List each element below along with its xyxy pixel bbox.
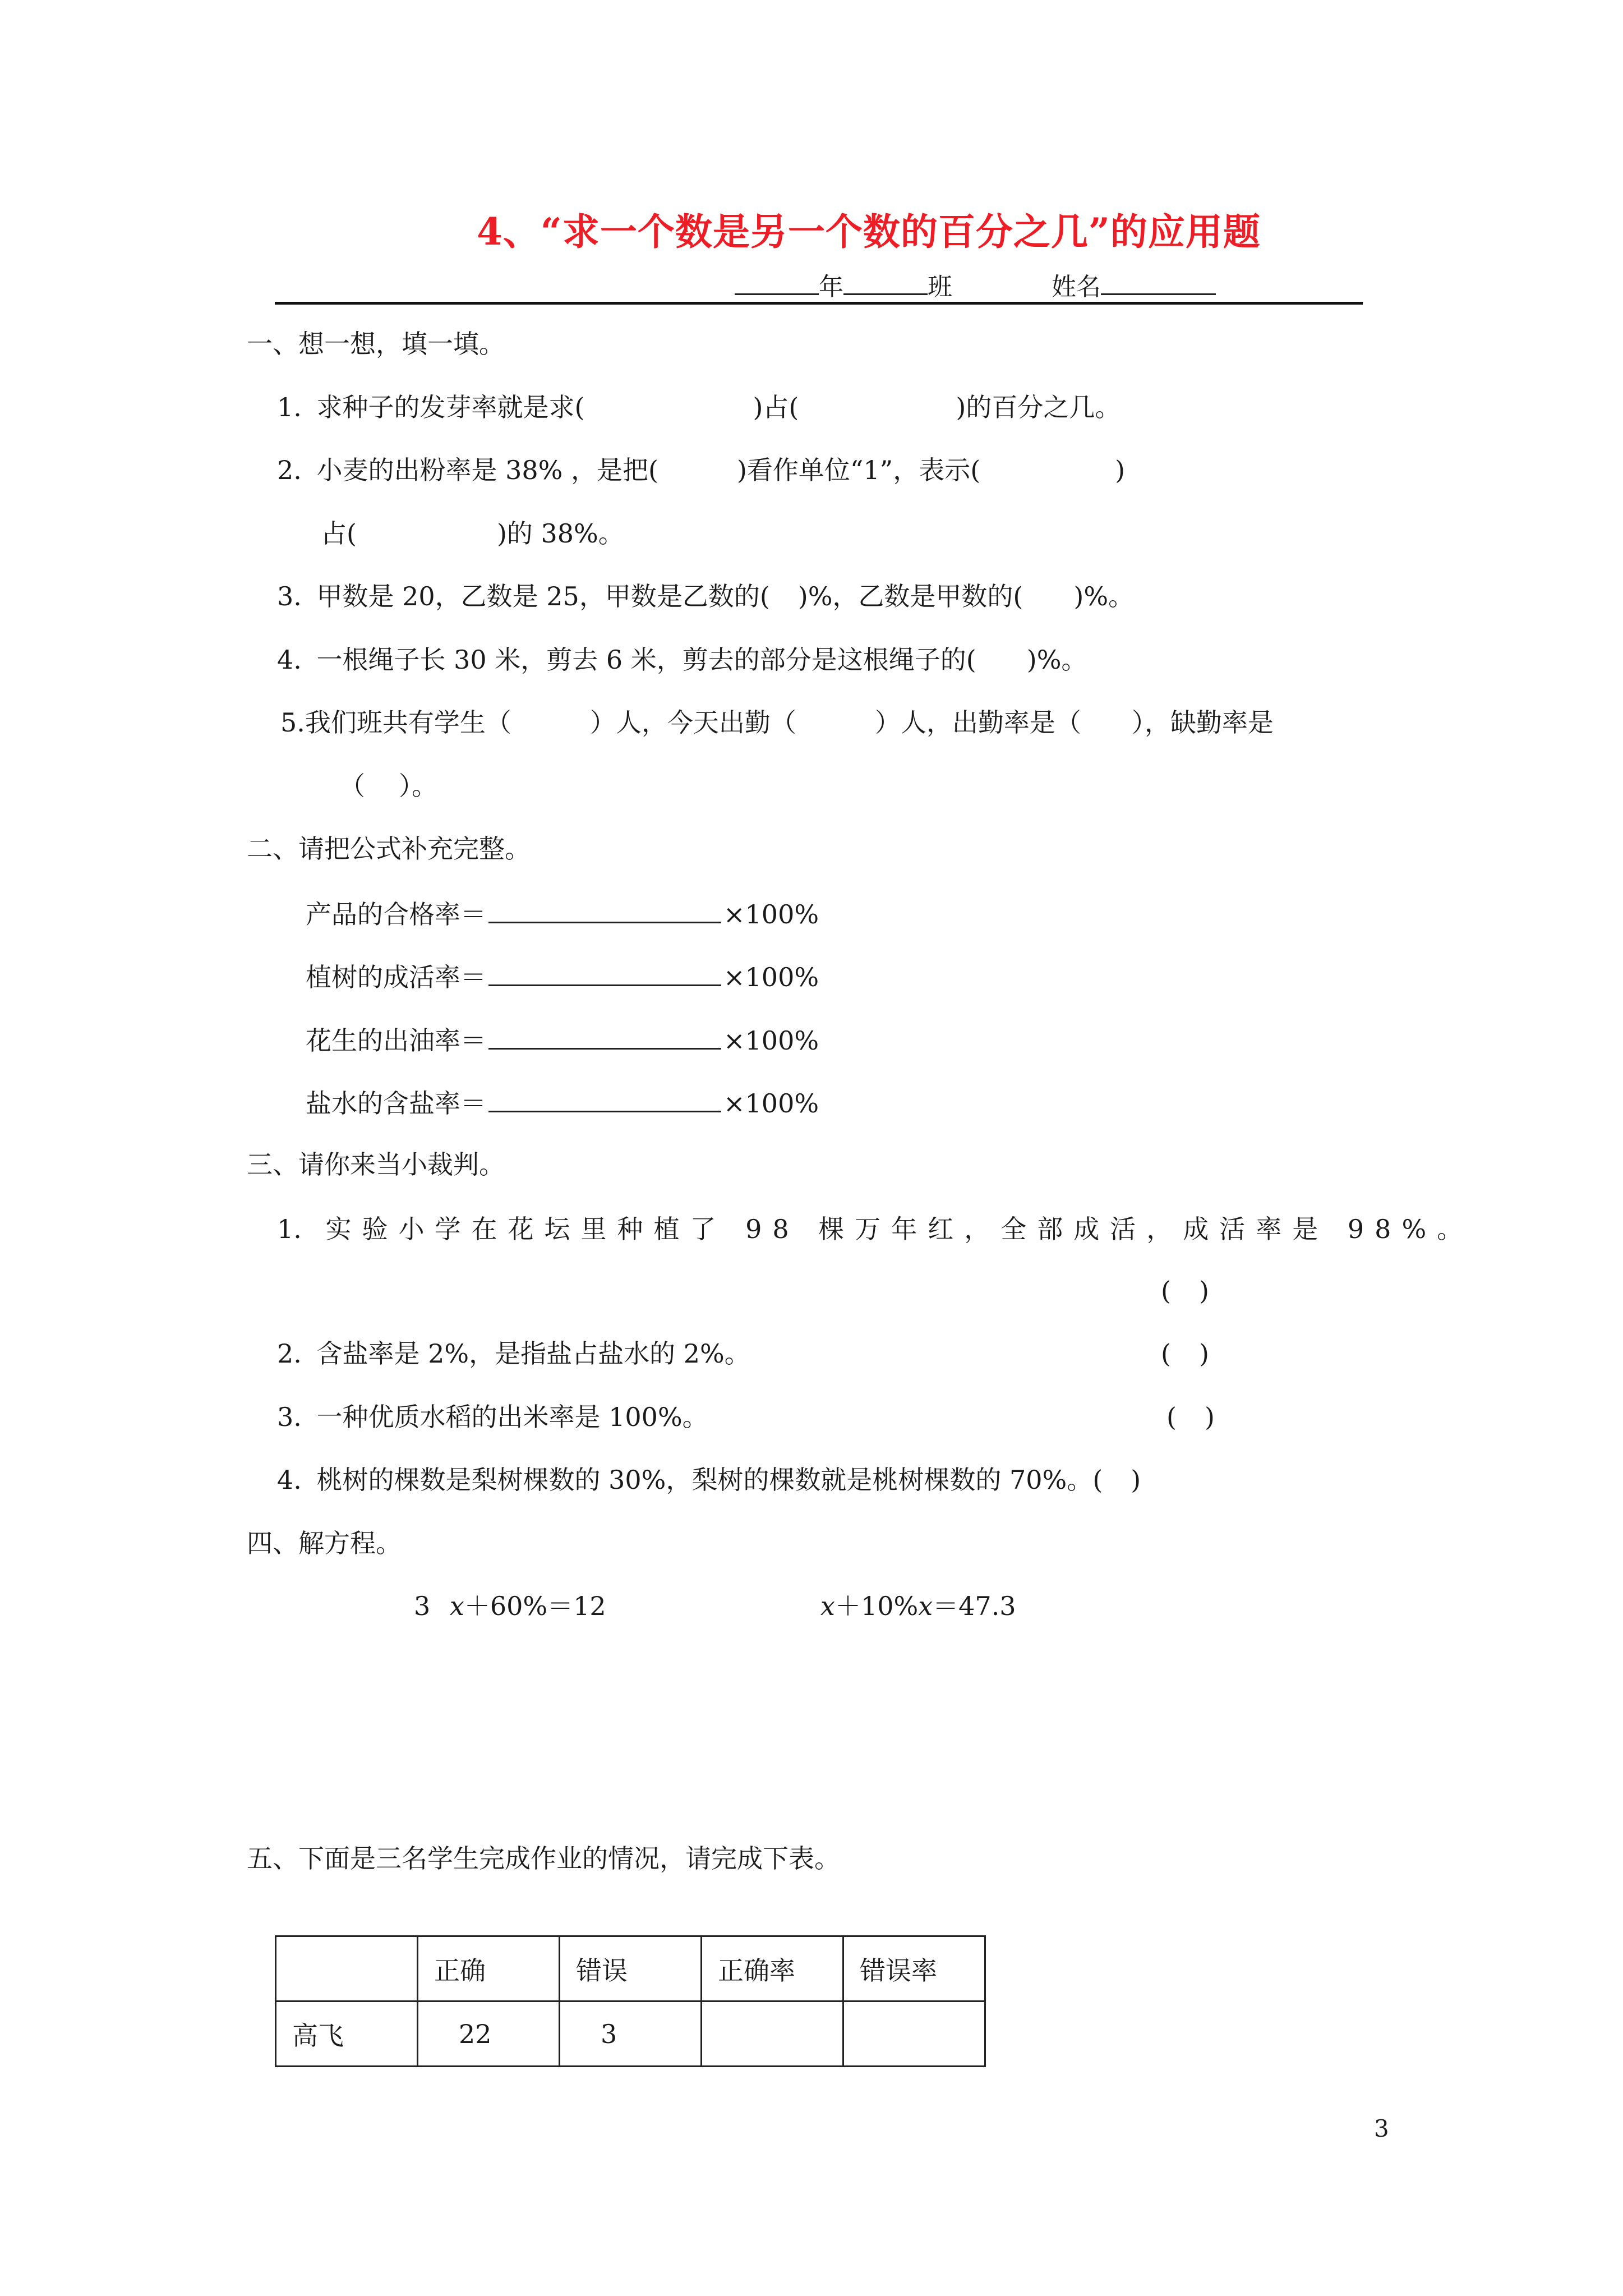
equation-2: x＋10%x＝47.3 bbox=[820, 1591, 1016, 1621]
section2-heading: 二、请把公式补充完整。 bbox=[247, 834, 531, 864]
page-title: 4、“求一个数是另一个数的百分之几”的应用题 bbox=[477, 210, 1261, 254]
section4-heading: 四、解方程。 bbox=[247, 1528, 402, 1558]
name-field bbox=[1052, 266, 1216, 302]
formula-blank[interactable] bbox=[488, 962, 721, 986]
table-header-cell: 错误 bbox=[560, 1936, 702, 2001]
judge-paren[interactable]: ( ) bbox=[1161, 1276, 1209, 1306]
formula-row: 花生的出油率＝ ×100% bbox=[306, 1025, 819, 1056]
judge-paren[interactable]: ( ) bbox=[1166, 1402, 1215, 1432]
formula-blank[interactable] bbox=[488, 1088, 721, 1112]
name-label: 姓名 bbox=[1052, 273, 1101, 301]
formula-row: 植树的成活率＝ ×100% bbox=[306, 962, 819, 992]
s1-question-2: 2. 小麦的出粉率是 38% ，是把( )看作单位“1”，表示( ) bbox=[277, 455, 1126, 485]
error-rate-cell[interactable] bbox=[843, 2001, 985, 2067]
s3-question-1: 1. 实验小学在花坛里种植了 98 棵万年红，全部成活，成活率是 98%。 bbox=[277, 1214, 1474, 1244]
formula-blank[interactable] bbox=[488, 899, 721, 923]
name-blank[interactable] bbox=[1101, 269, 1216, 295]
s3-question-4: 4. 桃树的棵数是梨树棵数的 30%，梨树的棵数就是桃树棵数的 70%。( ) bbox=[277, 1465, 1141, 1495]
grade-blank[interactable] bbox=[735, 269, 819, 295]
formula-row: 产品的合格率＝ ×100% bbox=[306, 899, 819, 930]
table-header-row bbox=[276, 1936, 985, 2001]
error-count-cell: 3 bbox=[560, 2001, 702, 2067]
s1-question-3: 3. 甲数是 20，乙数是 25，甲数是乙数的( )%，乙数是甲数的( )%。 bbox=[277, 581, 1135, 611]
table-header-cell: 错误率 bbox=[843, 1936, 985, 2001]
section3-heading: 三、请你来当小裁判。 bbox=[247, 1149, 505, 1180]
correct-count-cell: 22 bbox=[418, 2001, 560, 2067]
judge-paren[interactable]: ( ) bbox=[1161, 1338, 1209, 1369]
s3-question-3: 3. 一种优质水稻的出米率是 100%。 bbox=[277, 1402, 708, 1432]
class-blank[interactable] bbox=[843, 269, 928, 295]
equation-1: 3 x＋60%＝12 bbox=[414, 1591, 606, 1621]
header-rule bbox=[275, 302, 1363, 305]
formula-blank[interactable] bbox=[488, 1025, 721, 1050]
grade-field: 年 班 bbox=[735, 266, 952, 302]
s1-question-5-cont: （ ）。 bbox=[339, 771, 437, 801]
s1-question-4: 4. 一根绳子长 30 米，剪去 6 米，剪去的部分是这根绳子的( )%。 bbox=[277, 645, 1087, 675]
s1-question-2-cont: 占( )的 38%。 bbox=[321, 518, 624, 549]
formula-row: 盐水的含盐率＝ ×100% bbox=[306, 1088, 819, 1119]
table-row bbox=[276, 2001, 985, 2067]
homework-table bbox=[275, 1935, 986, 2067]
s1-question-1: 1. 求种子的发芽率就是求( )占( )的百分之几。 bbox=[277, 392, 1121, 422]
page-number: 3 bbox=[1374, 2115, 1389, 2142]
table-header-cell bbox=[276, 1936, 418, 2001]
section1-heading: 一、想一想，填一填。 bbox=[247, 329, 505, 359]
correct-rate-cell[interactable] bbox=[702, 2001, 843, 2067]
s1-question-5: 5.我们班共有学生（ ）人，今天出勤（ ）人，出勤率是（ ），缺勤率是 bbox=[280, 707, 1274, 738]
table-header-cell: 正确 bbox=[418, 1936, 560, 2001]
table-header-cell: 正确率 bbox=[702, 1936, 843, 2001]
student-name-cell: 高飞 bbox=[276, 2001, 418, 2067]
s3-question-2: 2. 含盐率是 2%，是指盐占盐水的 2%。 bbox=[277, 1338, 750, 1369]
section5-heading: 五、下面是三名学生完成作业的情况，请完成下表。 bbox=[247, 1843, 840, 1874]
